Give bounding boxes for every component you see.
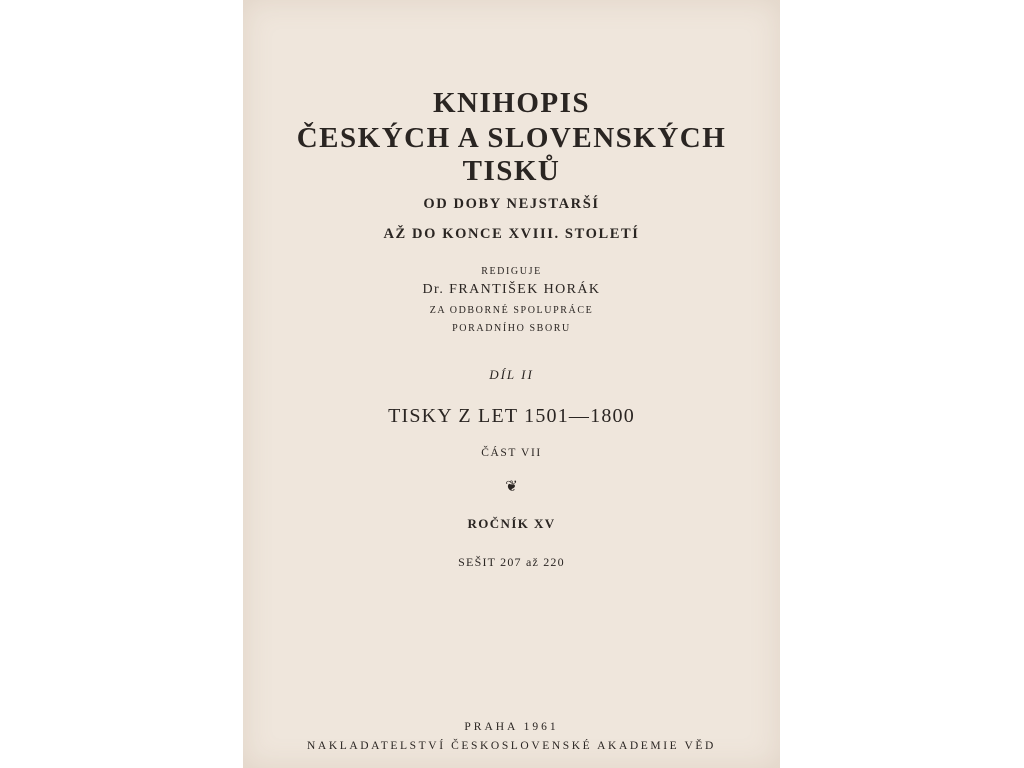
editor-name: Dr. FRANTIŠEK HORÁK bbox=[422, 282, 601, 297]
part-label: DÍL II bbox=[489, 367, 534, 382]
issue-label: SEŠIT 207 až 220 bbox=[458, 555, 565, 569]
title-page bbox=[243, 0, 780, 768]
title-line-1: KNIHOPIS bbox=[432, 87, 591, 119]
imprint-publisher: NAKLADATELSTVÍ ČESKOSLOVENSKÉ AKADEMIE VĚD bbox=[307, 740, 716, 752]
imprint-place-year: PRAHA 1961 bbox=[464, 721, 559, 733]
section-label: ČÁST VII bbox=[481, 447, 542, 459]
tisky-heading: TISKY Z LET 1501—1800 bbox=[388, 405, 635, 427]
rediguje-label: REDIGUJE bbox=[481, 266, 542, 277]
fleuron-ornament-icon: ❦ bbox=[505, 479, 518, 495]
subtitle-line-2: AŽ DO KONCE XVIII. STOLETÍ bbox=[383, 226, 640, 242]
title-line-3: TISKŮ bbox=[462, 155, 561, 187]
subtitle-line-1: OD DOBY NEJSTARŠÍ bbox=[423, 196, 600, 212]
cooperation-line-1: ZA ODBORNÉ SPOLUPRÁCE bbox=[429, 305, 594, 316]
year-volume-label: ROČNÍK XV bbox=[467, 516, 556, 531]
cooperation-line-2: PORADNÍHO SBORU bbox=[452, 323, 571, 334]
title-line-2: ČESKÝCH A SLOVENSKÝCH bbox=[296, 122, 727, 154]
